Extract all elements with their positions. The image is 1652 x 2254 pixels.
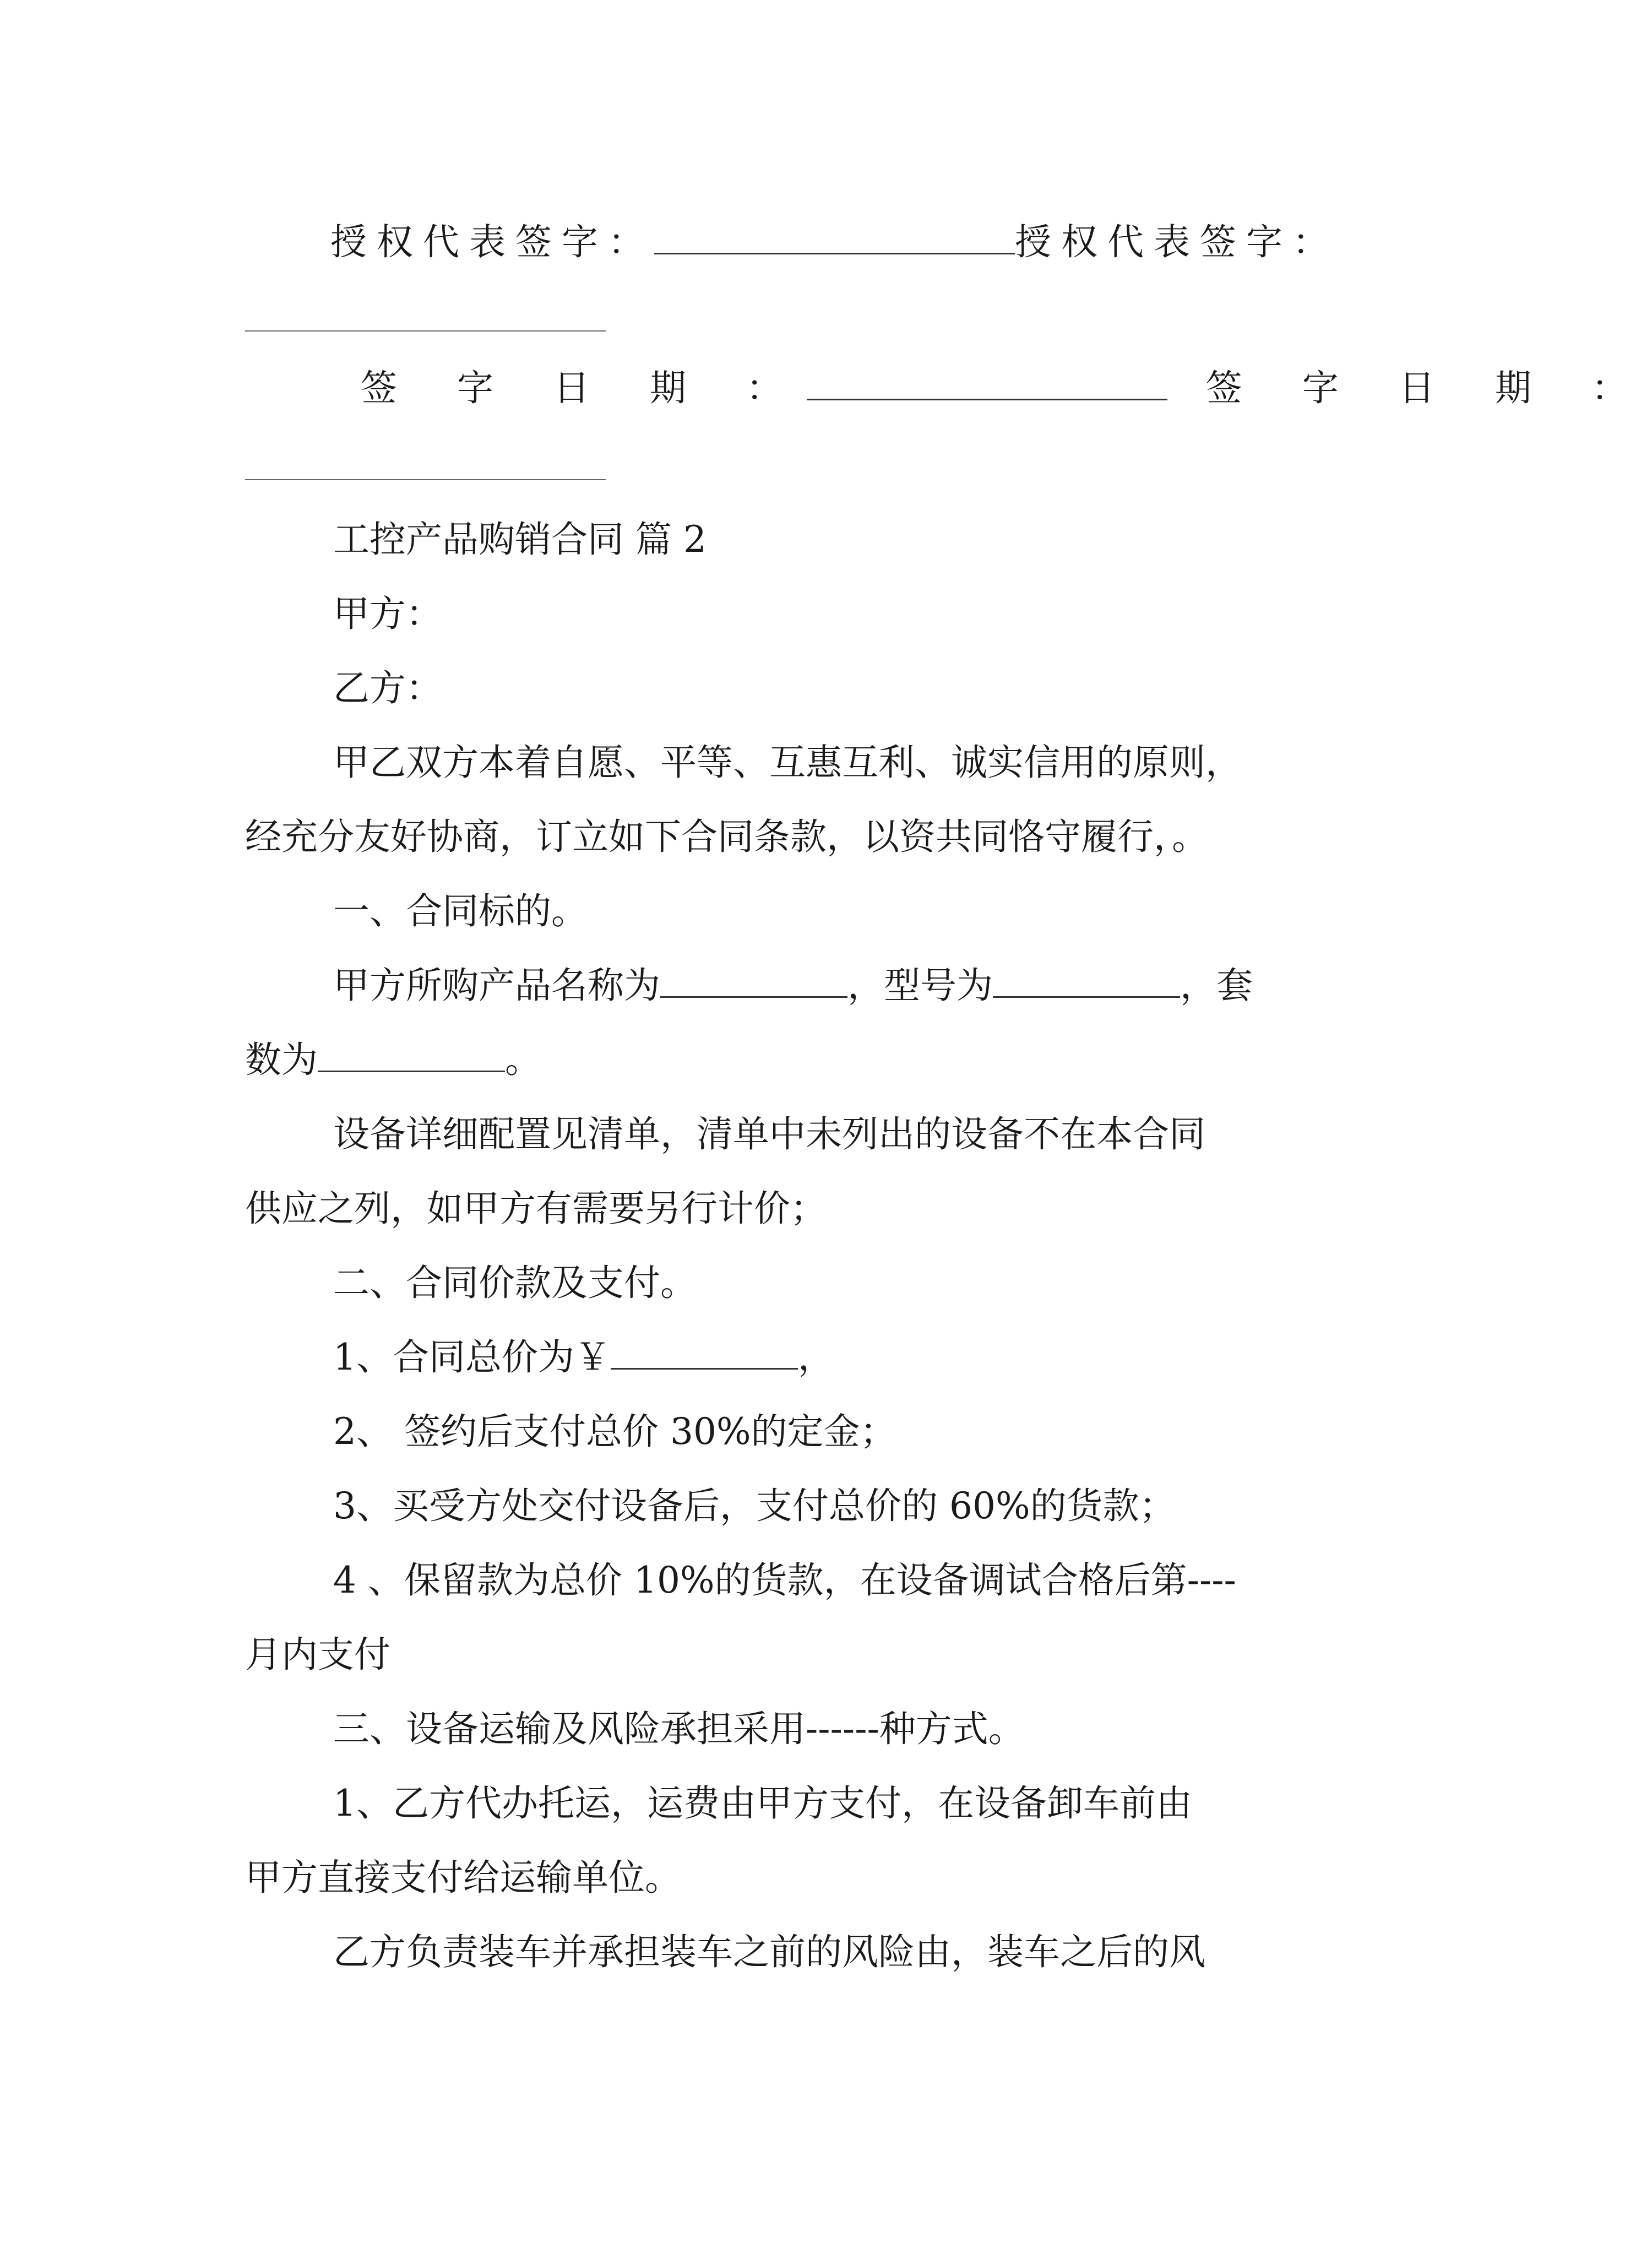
model-label: ，型号为 bbox=[847, 964, 993, 1007]
date-label-right: 签 字 日 期 ： bbox=[1205, 367, 1652, 409]
transport-item-1-line-2: 甲方直接支付给运输单位。 bbox=[245, 1856, 681, 1899]
signature-date-row bbox=[361, 363, 1652, 413]
risk-line-1: 乙方负责装车并承担装车之前的风险由，装车之后的风 bbox=[333, 1931, 1205, 1973]
config-line-2: 供应之列，如甲方有需要另行计价； bbox=[245, 1187, 827, 1230]
price-item-3: 3、买受方处交付设备后，支付总价的 60%的货款； bbox=[333, 1485, 1176, 1527]
section-3-title: 三、设备运输及风险承担采用------种方式。 bbox=[333, 1708, 1025, 1750]
quantity-field[interactable] bbox=[318, 1038, 505, 1072]
section-2-title: 二、合同价款及支付。 bbox=[333, 1262, 697, 1304]
date-label-left: 签 字 日 期 ： bbox=[361, 367, 807, 409]
price-item-4-line-1: 4 、保留款为总价 10%的货款，在设备调试合格后第---- bbox=[333, 1559, 1236, 1601]
section-1-title: 一、合同标的。 bbox=[333, 890, 588, 932]
product-line-1 bbox=[333, 961, 1363, 1011]
date-field-left[interactable] bbox=[807, 366, 1167, 400]
price-item-2: 2、 签约后支付总价 30%的定金； bbox=[333, 1410, 896, 1453]
preamble-line-2: 经充分友好协商，订立如下合同条款，以资共同恪守履行，。 bbox=[245, 816, 1208, 858]
price-item-4-line-2: 月内支付 bbox=[245, 1633, 390, 1676]
total-price-comma: ， bbox=[798, 1336, 834, 1378]
auth-signature-label-left: 授权代表签字： bbox=[330, 221, 654, 263]
auth-signature-label-right: 授权代表签字： bbox=[1015, 221, 1339, 263]
auth-signature-field-left[interactable] bbox=[654, 220, 1015, 254]
party-a-label: 甲方： bbox=[333, 593, 442, 635]
date-field-right[interactable] bbox=[245, 479, 606, 480]
config-line-1: 设备详细配置见清单，清单中未列出的设备不在本合同 bbox=[333, 1113, 1205, 1155]
model-field[interactable] bbox=[993, 963, 1180, 998]
contract-title: 工控产品购销合同 篇 2 bbox=[333, 518, 707, 561]
product-line-2 bbox=[245, 1035, 1363, 1085]
signature-auth-row bbox=[330, 218, 1363, 267]
quantity-period: 。 bbox=[505, 1039, 541, 1081]
sets-label: ，套 bbox=[1180, 964, 1253, 1007]
auth-signature-field-right[interactable] bbox=[245, 330, 606, 332]
party-b-label: 乙方： bbox=[333, 667, 442, 709]
total-price-field[interactable] bbox=[611, 1335, 798, 1370]
total-price-label: 1、合同总价为￥ bbox=[333, 1336, 611, 1378]
quantity-label: 数为 bbox=[245, 1039, 318, 1081]
product-name-field[interactable] bbox=[660, 963, 847, 998]
transport-item-1-line-1: 1、乙方代办托运，运费由甲方支付，在设备卸车前由 bbox=[333, 1782, 1192, 1824]
price-item-1 bbox=[333, 1333, 1363, 1382]
product-name-label: 甲方所购产品名称为 bbox=[333, 964, 660, 1007]
preamble-line-1: 甲乙双方本着自愿、平等、互惠互利、诚实信用的原则， bbox=[333, 741, 1242, 784]
